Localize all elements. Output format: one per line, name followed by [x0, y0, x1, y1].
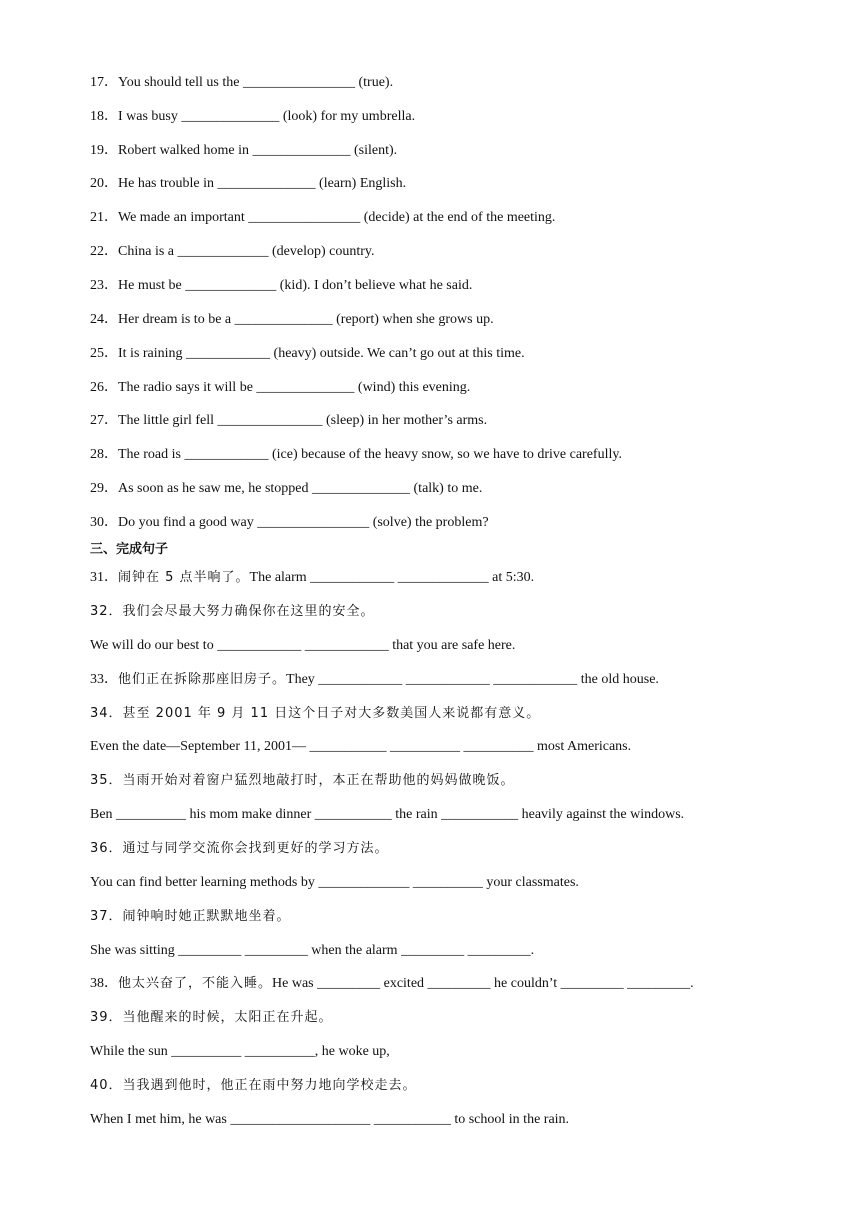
question-20: 20．He has trouble in ______________ (learn) English. — [90, 176, 407, 191]
question-32-chinese: 32．我们会尽最大努力确保你在这里的安全。 — [90, 604, 375, 619]
question-31 — [90, 569, 534, 587]
question-33-number: 33． — [90, 672, 118, 687]
question-24: 24．Her dream is to be a ______________ (report) when she grows up. — [90, 312, 494, 327]
question-35-english: Ben __________ his mom make dinner ___________ the rain ___________ heavily against the windows. — [90, 807, 685, 822]
question-35-chinese: 35．当雨开始对着窗户猛烈地敲打时，本正在帮助他的妈妈做晚饭。 — [90, 773, 515, 788]
question-27: 27．The little girl fell _______________ (sleep) in her mother’s arms. — [90, 413, 488, 428]
question-36-chinese: 36．通过与同学交流你会找到更好的学习方法。 — [90, 841, 389, 856]
question-38-chinese: 他太兴奋了，不能入睡。 — [118, 976, 273, 991]
question-31-number: 31． — [90, 570, 118, 585]
question-38 — [90, 975, 694, 993]
question-34-english: Even the date—September 11, 2001— ___________ __________ __________ most Americans. — [90, 739, 632, 754]
question-17: 17．You should tell us the ________________ (true). — [90, 75, 394, 90]
question-23: 23．He must be _____________ (kid). I don’t believe what he said. — [90, 278, 473, 293]
question-29: 29．As soon as he saw me, he stopped ______________ (talk) to me. — [90, 481, 483, 496]
question-37-chinese: 37．闹钟响时她正默默地坐着。 — [90, 909, 291, 924]
question-30: 30．Do you find a good way ________________ (solve) the problem? — [90, 515, 489, 530]
question-26: 26．The radio says it will be ______________ (wind) this evening. — [90, 380, 471, 395]
question-37-english: She was sitting _________ _________ when the alarm _________ _________. — [90, 943, 535, 958]
question-18: 18．I was busy ______________ (look) for my umbrella. — [90, 109, 416, 124]
question-33-english: They ____________ ____________ ____________ the old house. — [286, 672, 659, 687]
question-39-english: While the sun __________ __________, he woke up, — [90, 1044, 390, 1059]
question-33-chinese: 他们正在拆除那座旧房子。 — [118, 672, 287, 687]
question-31-english: The alarm ____________ _____________ at 5:30. — [249, 570, 535, 585]
question-33 — [90, 671, 659, 689]
question-19: 19．Robert walked home in ______________ (silent). — [90, 143, 398, 158]
question-28: 28．The road is ____________ (ice) because of the heavy snow, so we have to drive carefully. — [90, 447, 622, 462]
question-36-english: You can find better learning methods by _____________ __________ your classmates. — [90, 875, 579, 890]
question-34-chinese: 34．甚至 2001 年 9 月 11 日这个日子对大多数美国人来说都有意义。 — [90, 706, 541, 721]
question-32-english: We will do our best to ____________ ____________ that you are safe here. — [90, 638, 516, 653]
question-39-chinese: 39．当他醒来的时候，太阳正在升起。 — [90, 1010, 333, 1025]
question-22: 22．China is a _____________ (develop) country. — [90, 244, 375, 259]
question-38-english: He was _________ excited _________ he couldn’t _________ _________. — [272, 976, 694, 991]
question-21: 21．We made an important ________________ (decide) at the end of the meeting. — [90, 210, 556, 225]
section-title: 三、完成句子 — [90, 542, 169, 557]
question-40-chinese: 40．当我遇到他时，他正在雨中努力地向学校走去。 — [90, 1078, 417, 1093]
question-40-english: When I met him, he was ____________________ ___________ to school in the rain. — [90, 1112, 570, 1127]
question-25: 25．It is raining ____________ (heavy) outside. We can’t go out at this time. — [90, 346, 525, 361]
question-31-chinese: 闹钟在 5 点半响了。 — [118, 570, 250, 585]
question-38-number: 38． — [90, 976, 118, 991]
